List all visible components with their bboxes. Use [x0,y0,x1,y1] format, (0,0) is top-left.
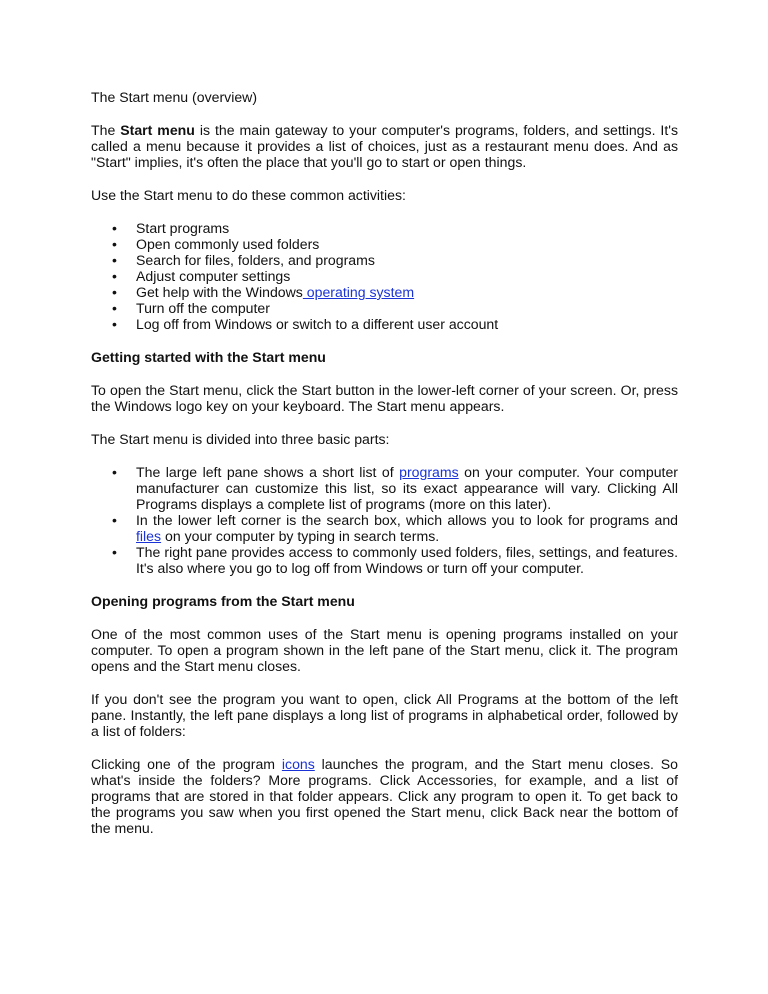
programs-link[interactable]: programs [399,464,459,480]
list-item-text: The large left pane shows a short list of [136,464,400,480]
files-link[interactable]: files [136,528,162,544]
bullet-icon: • [112,544,117,560]
section-heading-getting-started: Getting started with the Start menu [91,349,326,365]
list-item [91,220,678,236]
list-item-text: Start programs [136,220,230,236]
start-menu-parts-list [91,464,678,576]
list-item-text: Adjust computer settings [136,268,291,284]
intro-prefix: The [91,122,121,138]
intro-paragraph [91,122,678,170]
list-item-text: Log off from Windows or switch to a different user account [136,316,499,332]
intro-suffix: is the main gateway to your computer's programs, folders, and settings. It's called a menu because it provides a list of choices, just as a restaurant menu does. And as "Start" implies, it's often the place that you'll go to start or open things. [91,122,678,170]
bullet-icon: • [112,236,117,252]
bullet-icon: • [112,284,117,300]
bullet-icon: • [112,316,117,332]
paragraph-text: launches the program, and the Start menu closes. So what's inside the folders? More programs. Click Accessories, for example, and a list of programs that are stored in that folder appears. Click any program to open it. To get back to the programs you saw when you first opened the Start menu, click Back near the bottom of the menu. [91,756,678,836]
getting-started-paragraph-1: To open the Start menu, click the Start button in the lower-left corner of your screen. Or, press the Windows logo key on your keyboard. The Start menu appears. [91,382,678,414]
list-item [91,236,678,252]
list-item [91,544,678,576]
list-item-text: Get help with the Windows [136,284,303,300]
list-item-text: on your computer by typing in search terms. [161,528,440,544]
list-item-text: Open commonly used folders [136,236,320,252]
list-item [91,464,678,512]
activities-intro: Use the Start menu to do these common activities: [91,187,406,203]
list-item-text: Search for files, folders, and programs [136,252,375,268]
list-item-text: The right pane provides access to commonly used folders, files, settings, and features. It's also where you go to log off from Windows or turn off your computer. [136,544,678,576]
list-item [91,300,678,316]
bullet-icon: • [112,300,117,316]
document-page [91,89,678,836]
bullet-icon: • [112,252,117,268]
bullet-icon: • [112,512,117,528]
bullet-icon: • [112,268,117,284]
getting-started-paragraph-2: The Start menu is divided into three basic parts: [91,431,390,447]
bullet-icon: • [112,464,117,480]
document-title: The Start menu (overview) [91,89,258,105]
bullet-icon: • [112,220,117,236]
list-item-text: on your computer. Your computer manufacturer can customize this list, so its exact appearance will vary. Clicking All Programs displays a complete list of programs (more on this later). [136,464,678,512]
list-item-text: Turn off the computer [136,300,270,316]
list-item [91,512,678,544]
list-item [91,268,678,284]
list-item [91,316,678,332]
section-heading-opening-programs: Opening programs from the Start menu [91,593,355,609]
opening-programs-paragraph-2: If you don't see the program you want to open, click All Programs at the bottom of the left pane. Instantly, the left pane displays a long list of programs in alphabetical order, followed by a list of folders: [91,691,678,739]
list-item [91,284,678,300]
icons-link[interactable]: icons [281,756,315,772]
list-item [91,252,678,268]
paragraph-text: Clicking one of the program [91,756,282,772]
opening-programs-paragraph-1: One of the most common uses of the Start menu is opening programs installed on your computer. To open a program shown in the left pane of the Start menu, click it. The program opens and the Start menu closes. [91,626,678,674]
intro-bold-term: Start menu [120,122,195,138]
operating-system-link[interactable]: operating system [302,284,415,300]
list-item-text: In the lower left corner is the search box, which allows you to look for programs and [136,512,678,528]
activities-list [91,220,678,332]
opening-programs-paragraph-3 [91,756,678,836]
